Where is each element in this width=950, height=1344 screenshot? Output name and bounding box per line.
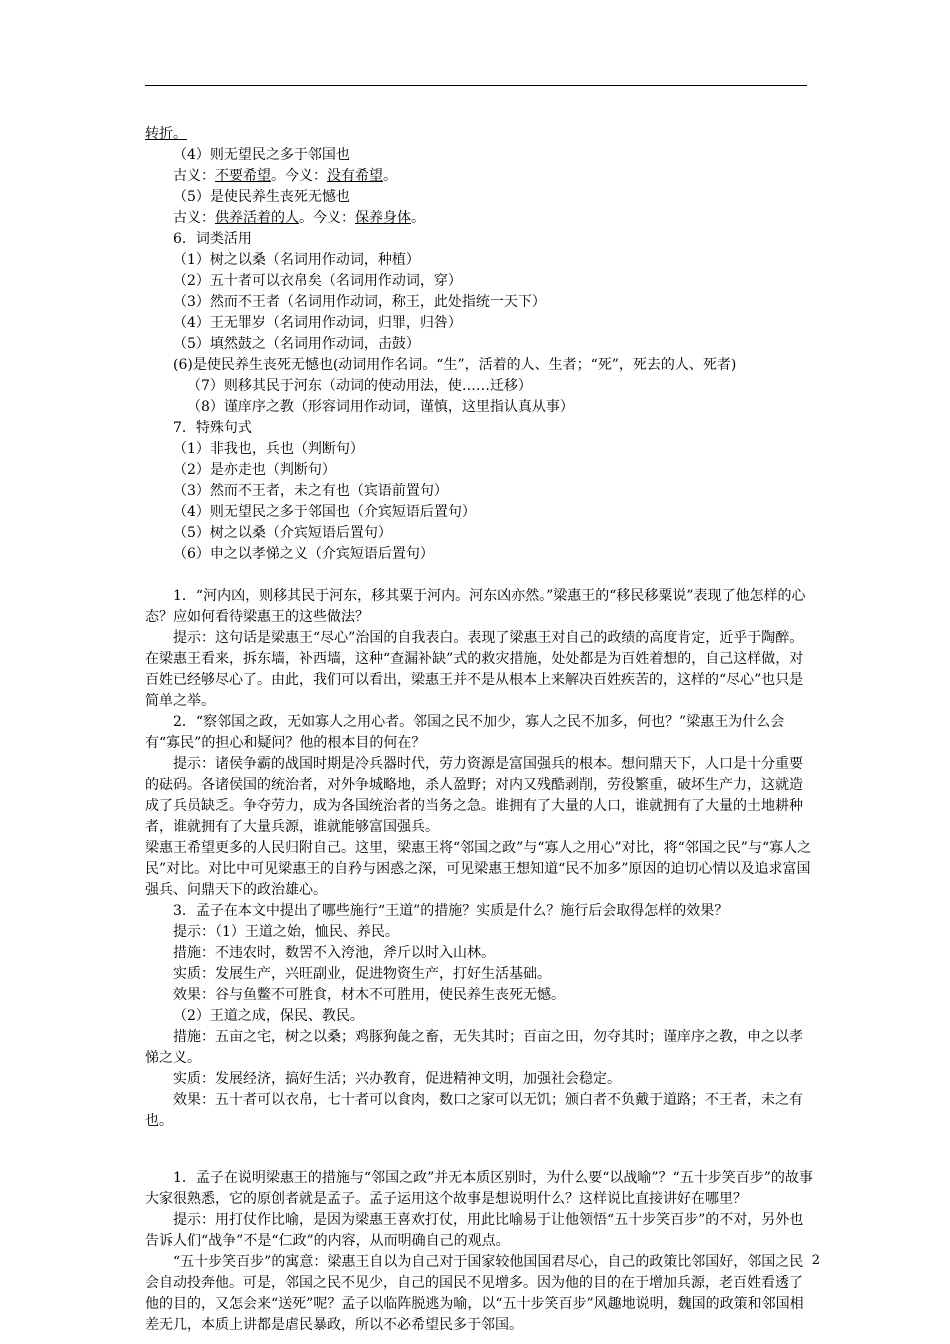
underlined-term: 没有希望 [327,168,383,184]
list-item: （5）树之以桑（介宾短语后置句） [173,525,392,541]
label: 。今义： [271,168,327,184]
text-line [145,208,815,229]
answer-line: 措施：不违农时，数罟不入洿池，斧斤以时入山林。 [173,945,495,961]
answer-paragraph: 效果：五十者可以衣帛，七十者可以食肉，数口之家可以无饥；颁白者不负戴于道路；不王者，未之有也。 [145,1092,803,1129]
list-item: （1）非我也，兵也（判断句） [173,441,364,457]
label: 古义： [173,168,215,184]
list-item: （6）申之以孝悌之义（介宾短语后置句） [173,546,434,562]
section-heading: 7．特殊句式 [173,420,252,436]
label: 古义： [173,210,215,226]
list-item: （3）然而不王者，未之有也（宾语前置句） [173,483,448,499]
answer-line: 实质：发展经济，搞好生活；兴办教育，促进精神文明，加强社会稳定。 [173,1071,621,1087]
answer-line: 提示：（1）王道之始，恤民、养民。 [173,924,399,940]
question-paragraph: 1．“河内凶，则移其民于河东，移其粟于河内。河东凶亦然。”梁惠王的“移民移粟说”表现了他怎样的心态？应如何看待梁惠王的这些做法？ [145,588,806,625]
underlined-term: 不要希望 [215,168,271,184]
list-item: （1）树之以桑（名词用作动词，种植） [173,252,420,268]
answer-paragraph: 梁惠王希望更多的人民归附自己。这里，梁惠王将“邻国之政”与“寡人之用心”对比，将“邻国之民”与“寡人之民”对比。对比中可见梁惠王的自矜与困惑之深，可见梁惠王想知道“民不加多”原因的迫切心情以及追求富国强兵、问鼎天下的政治雄心。 [145,840,812,898]
question-paragraph: 1．孟子在说明梁惠王的措施与“邻国之政”并无本质区别时，为什么要“以战喻”？“五十步笑百步”的故事大家很熟悉，它的原创者就是孟子。孟子运用这个故事是想说明什么？这样说比直接讲好在哪里？ [145,1170,813,1207]
text-line: 转折。 [145,126,187,142]
list-item: (6)是使民养生丧死无憾也(动词用作名词。“生”，活着的人、生者；“死”，死去的人、死者) [173,357,737,373]
text-line: （4）则无望民之多于邻国也 [173,147,350,163]
underlined-term: 保养身体 [355,210,411,226]
answer-line: （2）王道之成，保民、教民。 [173,1008,364,1024]
list-item: （8）谨庠序之教（形容词用作动词，谨慎，这里指认真从事） [187,399,574,415]
punct: 。 [411,210,425,226]
section-heading: 6．词类活用 [173,231,252,247]
text-line [145,166,815,187]
list-item: （7）则移其民于河东（动词的使动用法，使……迁移） [187,378,532,394]
answer-paragraph: 提示：诸侯争霸的战国时期是冷兵器时代，劳力资源是富国强兵的根本。想问鼎天下，人口是十分重要的砝码。各诸侯国的统治者，对外争城略地，杀人盈野；对内又残酷剥削，劳役繁重，破坏生产力，这就造成了兵员缺乏。争夺劳力，成为各国统治者的当务之急。谁拥有了大量的人口，谁就拥有了大量的土地耕种者，谁就拥有了大量兵源，谁就能够富国强兵。 [145,756,803,835]
list-item: （3）然而不王者（名词用作动词，称王，此处指统一天下） [173,294,546,310]
page-body [145,124,815,1336]
answer-paragraph: “五十步笑百步”的寓意：梁惠王自以为自己对于国家较他国国君尽心，自己的政策比邻国好，邻国之民会自动投奔他。可是，邻国之民不见少，自己的国民不见增多。因为他的目的在于增加兵源，老百姓看透了他的目的，又怎会来“送死”呢？孟子以临阵脱逃为喻，以“五十步笑百步”风趣地说明，魏国的政策和邻国相差无几，本质上讲都是虐民暴政，所以不必希望民多于邻国。 [145,1254,804,1333]
text-line: （5）是使民养生丧死无憾也 [173,189,350,205]
question-paragraph: 3．孟子在本文中提出了哪些施行“王道”的措施？实质是什么？施行后会取得怎样的效果？ [173,903,729,919]
list-item: （2）是亦走也（判断句） [173,462,336,478]
list-item: （4）则无望民之多于邻国也（介宾短语后置句） [173,504,476,520]
spacer [145,1132,815,1168]
list-item: （5）填然鼓之（名词用作动词，击鼓） [173,336,420,352]
list-item: （4）王无罪岁（名词用作动词，归罪，归咎） [173,315,462,331]
list-item: （2）五十者可以衣帛矣（名词用作动词，穿） [173,273,462,289]
underlined-term: 供养活着的人 [215,210,299,226]
label: 。今义： [299,210,355,226]
answer-paragraph: 措施：五亩之宅，树之以桑；鸡豚狗彘之畜，无失其时；百亩之田，勿夺其时；谨庠序之教，申之以孝悌之义。 [145,1029,803,1066]
page-number: 2 [811,1253,820,1268]
header-rule [145,85,807,86]
spacer [145,565,815,586]
answer-paragraph: 提示：用打仗作比喻，是因为梁惠王喜欢打仗，用此比喻易于让他领悟“五十步笑百步”的不对，另外也告诉人们“战争”不是“仁政”的内容，从而明确自己的观点。 [145,1212,804,1249]
answer-line: 实质：发展生产，兴旺副业，促进物资生产，打好生活基础。 [173,966,551,982]
answer-paragraph: 提示：这句话是梁惠王“尽心”治国的自我表白。表现了梁惠王对自己的政绩的高度肯定，近乎于陶醉。在梁惠王看来，拆东墙，补西墙，这种“查漏补缺”式的救灾措施，处处都是为百姓着想的，自己这样做，对百姓已经够尽心了。由此，我们可以看出，梁惠王并不是从根本上来解决百姓疾苦的，这样的“尽心”也只是简单之举。 [145,630,804,709]
answer-line: 效果：谷与鱼鳖不可胜食，材木不可胜用，使民养生丧死无憾。 [173,987,565,1003]
question-paragraph: 2．“察邻国之政，无如寡人之用心者。邻国之民不加少，寡人之民不加多，何也？”梁惠王为什么会有“寡民”的担心和疑问？他的根本目的何在？ [145,714,785,751]
punct: 。 [383,168,397,184]
